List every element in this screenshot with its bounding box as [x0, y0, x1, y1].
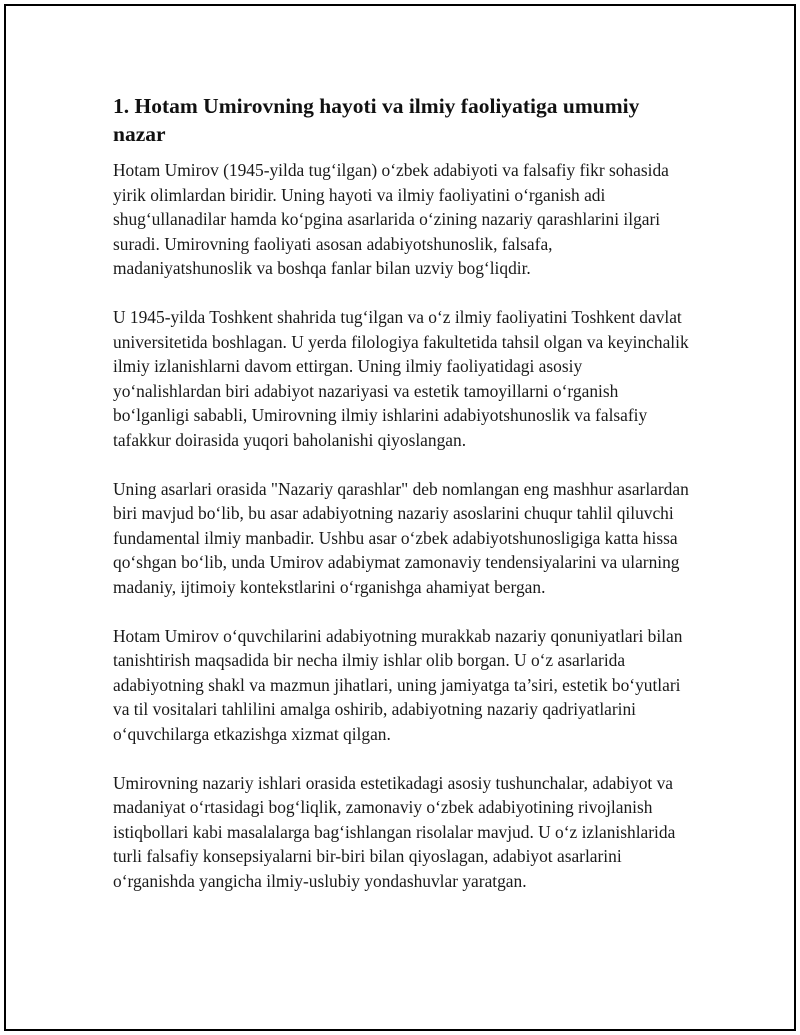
paragraph-4: Hotam Umirov o‘quvchilarini adabiyotning murakkab nazariy qonuniyatlari bilan tanishtirish maqsadida bir necha ilmiy ishlar olib borgan. U o‘z asarlarida adabiyotning shakl va mazmun jihatlari, uning jamiyatga ta’siri, estetik bo‘yutlari va til vositalari tahlilini amalga oshirib, adabiyotning nazariy qadriyatlarini o‘quvchilarga etkazishga xizmat qilgan.: [113, 625, 683, 744]
section-heading: 1. Hotam Umirovning hayoti va ilmiy faoliyatiga umumiy nazar: [113, 94, 640, 146]
paragraph-5: Umirovning nazariy ishlari orasida estetikadagi asosiy tushunchalar, adabiyot va madaniyat o‘rtasidagi bog‘liqlik, zamonaviy o‘zbek adabiyotining rivojlanish istiqbollari kabi masalalarga bag‘ishlangan risolalar mavjud. U o‘z izlanishlarida turli falsafiy konsepsiyalarni bir-biri bilan qiyoslagan, adabiyot asarlarini o‘rganishda yangicha ilmiy-uslubiy yondashuvlar yaratgan.: [113, 772, 676, 891]
document-body: [113, 92, 693, 918]
paragraph-2: U 1945-yilda Toshkent shahrida tug‘ilgan va o‘z ilmiy faoliyatini Toshkent davlat universitetida boshlagan. U yerda filologiya fakultetida tahsil olgan va keyinchalik ilmiy izlanishlarni davom ettirgan. Uning ilmiy faoliyatidagi asosiy yo‘nalishlardan biri adabiyot nazariyasi va estetik tamoyillarni o‘rganish bo‘lganligi sababli, Umirovning ilmiy ishlarini adabiyotshunoslik va falsafiy tafakkur doirasida yuqori baholanishi qiyoslangan.: [113, 307, 689, 450]
paragraph-3: Uning asarlari orasida "Nazariy qarashlar" deb nomlangan eng mashhur asarlardan biri mavjud bo‘lib, bu asar adabiyotning nazariy asoslarini chuqur tahlil qiluvchi fundamental ilmiy manbadir. Ushbu asar o‘zbek adabiyotshunosligiga katta hissa qo‘shgan bo‘lib, unda Umirov adabiymat zamonaviy tendensiyalarini va ularning madaniy, ijtimoiy kontekstlarini o‘rganishga ahamiyat bergan.: [113, 478, 689, 597]
paragraph-1: Hotam Umirov (1945-yilda tug‘ilgan) o‘zbek adabiyoti va falsafiy fikr sohasida yirik olimlardan biridir. Uning hayoti va ilmiy faoliyatini o‘rganish adi shug‘ullanadilar hamda ko‘pgina asarlarida o‘zining nazariy qarashlarini ilgari suradi. Umirovning faoliyati asosan adabiyotshunoslik, falsafa, madaniyatshunoslik va boshqa fanlar bilan uzviy bog‘liqdir.: [113, 160, 669, 278]
